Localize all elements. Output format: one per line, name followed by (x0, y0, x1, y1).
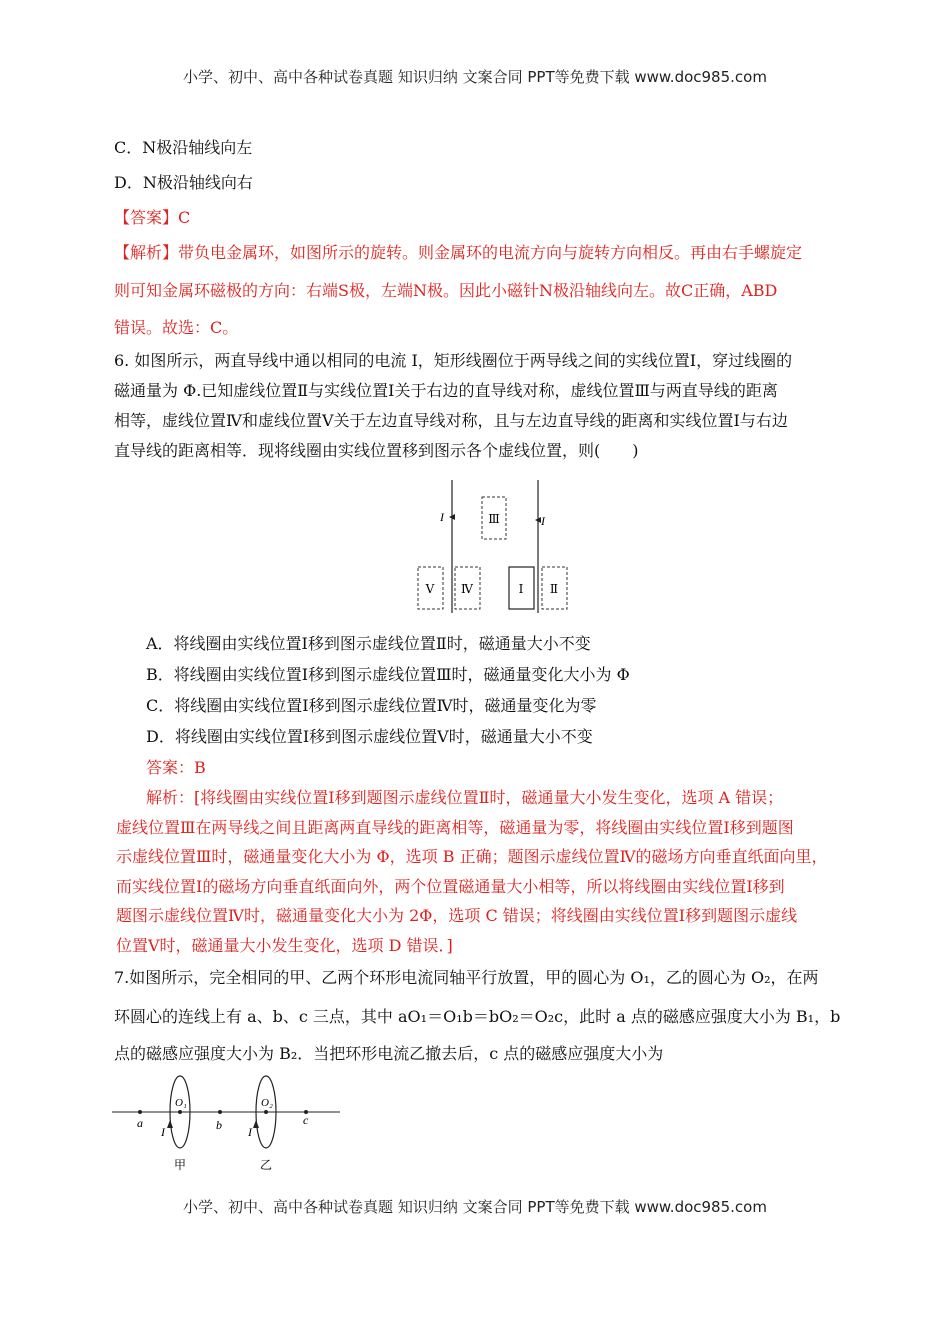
point-b (218, 1110, 222, 1114)
point-o2 (264, 1110, 268, 1114)
label-yi: 乙 (259, 1158, 273, 1172)
q5-analysis-line-1 (114, 242, 802, 264)
q6-solution-line-4: 而实线位置Ⅰ的磁场方向垂直纸面向外，两个位置磁通量大小相等，所以将线圈由实线位置Ⅰ移到 (116, 877, 785, 896)
q6-solution-line-1: 解析：[将线圈由实线位置Ⅰ移到题图示虚线位置Ⅱ时，磁通量大小发生变化，选项 A 错误； (146, 788, 784, 807)
q6-solution-line-5: 题图示虚线位置Ⅳ时，磁通量变化大小为 2Φ，选项 C 错误；将线圈由实线位置Ⅰ移到题图示虚线 (116, 906, 798, 925)
q5-option-c: C．N极沿轴线向左 (114, 138, 253, 157)
label-o1: O₁ (175, 1097, 187, 1109)
q6-stem-line-4: 直导线的距离相等．现将线圈由实线位置移到图示各个虚线位置，则( ) (114, 441, 639, 460)
box-4-label: Ⅳ (461, 582, 473, 596)
point-o1 (178, 1110, 182, 1114)
left-current-label: I (440, 510, 444, 524)
q5-analysis-line-3: 错误。故选：C。 (114, 318, 239, 337)
q7-stem-line-1: 7.如图所示，完全相同的甲、乙两个环形电流同轴平行放置，甲的圆心为 O₁，乙的圆心为 O₂，在两 (114, 968, 819, 987)
q6-option-d: D．将线圈由实线位置Ⅰ移到图示虚线位置Ⅴ时，磁通量大小不变 (146, 727, 593, 746)
q5-analysis-text: 带负电金属环，如图所示的旋转。则金属环的电流方向与旋转方向相反。再由右手螺旋定 (178, 243, 803, 262)
label-o2: O₂ (261, 1097, 273, 1109)
q6-stem-line-1: 6. 如图所示，两直导线中通以相同的电流 I，矩形线圈位于两导线之间的实线位置Ⅰ，穿过线圈的 (114, 351, 793, 370)
q5-option-d: D．N极沿轴线向右 (114, 173, 253, 192)
q6-option-a: A．将线圈由实线位置Ⅰ移到图示虚线位置Ⅱ时，磁通量大小不变 (146, 634, 591, 653)
q6-solution-line-2: 虚线位置Ⅲ在两导线之间且距离两直导线的距离相等，磁通量为零，将线圈由实线位置Ⅰ移到题图 (116, 818, 794, 837)
box-3-label: Ⅲ (488, 512, 500, 526)
box-1-label: Ⅰ (518, 582, 524, 596)
box-5-label: Ⅴ (425, 582, 435, 596)
label-b: b (216, 1118, 222, 1132)
q6-option-c: C．将线圈由实线位置Ⅰ移到图示虚线位置Ⅳ时，磁通量变化为零 (146, 696, 597, 715)
q7-figure (112, 1072, 342, 1177)
q6-option-b: B．将线圈由实线位置Ⅰ移到图示虚线位置Ⅲ时，磁通量变化大小为 Φ (146, 665, 630, 684)
q5-analysis-line-2: 则可知金属环磁极的方向：右端S极，左端N极。因此小磁针N极沿轴线向左。故C正确，ABD (114, 281, 778, 300)
current-arrow-jia (167, 1120, 173, 1128)
label-i-2: I (248, 1125, 252, 1139)
page-header: 小学、初中、高中各种试卷真题 知识归纳 文案合同 PPT等免费下载 www.doc985.com (183, 68, 767, 86)
label-i-1: I (161, 1125, 165, 1139)
point-a (138, 1110, 142, 1114)
page-footer: 小学、初中、高中各种试卷真题 知识归纳 文案合同 PPT等免费下载 www.doc985.com (183, 1198, 767, 1216)
current-arrow-yi (253, 1120, 259, 1128)
q5-answer: 【答案】C (114, 208, 191, 227)
q7-stem-line-3: 点的磁感应强度大小为 B₂．当把环形电流乙撤去后，c 点的磁感应强度大小为 (114, 1044, 664, 1063)
label-jia: 甲 (173, 1158, 187, 1172)
q6-answer: 答案：B (146, 758, 206, 777)
q6-figure (410, 475, 580, 615)
label-c: c (303, 1113, 309, 1127)
q6-stem-line-2: 磁通量为 Φ.已知虚线位置Ⅱ与实线位置Ⅰ关于右边的直导线对称，虚线位置Ⅲ与两直导线的距离 (114, 381, 778, 400)
q7-stem-line-2: 环圆心的连线上有 a、b、c 三点，其中 aO₁＝O₁b＝bO₂＝O₂c，此时 a 点的磁感应强度大小为 B₁，b (114, 1007, 841, 1026)
box-2-label: Ⅱ (549, 582, 559, 596)
q5-analysis-tag: 【解析】 (114, 243, 179, 262)
q6-stem-line-3: 相等，虚线位置Ⅳ和虚线位置Ⅴ关于左边直导线对称，且与左边直导线的距离和实线位置Ⅰ与右边 (114, 411, 788, 430)
q6-solution-line-3: 示虚线位置Ⅲ时，磁通量变化大小为 Φ，选项 B 正确；题图示虚线位置Ⅳ的磁场方向垂直纸面向里， (116, 847, 828, 866)
q6-solution-line-6: 位置Ⅴ时，磁通量大小发生变化，选项 D 错误．] (116, 936, 453, 955)
label-a: a (137, 1116, 143, 1130)
right-current-label: I (541, 514, 545, 528)
